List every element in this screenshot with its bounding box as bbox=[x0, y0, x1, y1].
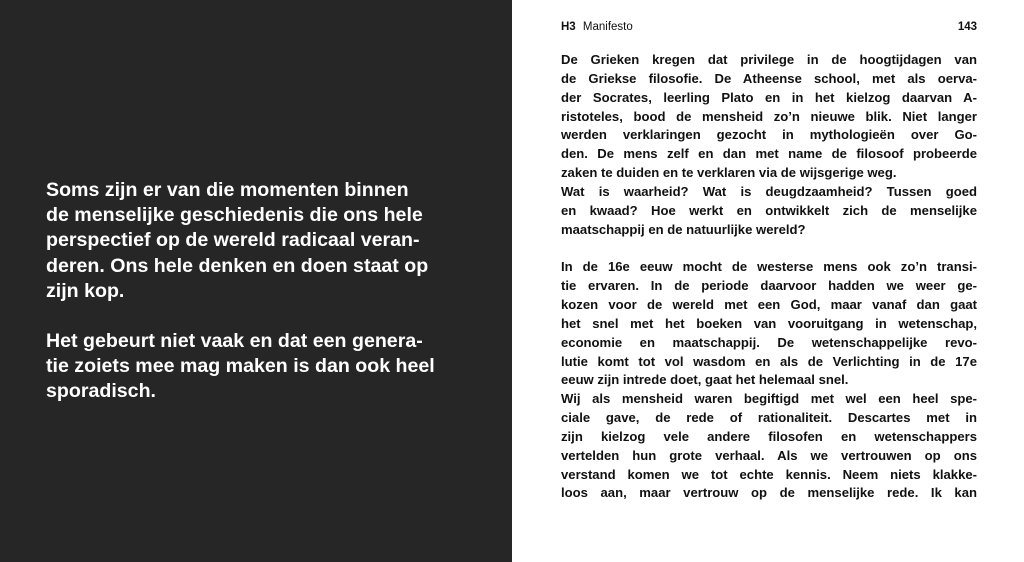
text-line: Het gebeurt niet vaak en dat een genera- bbox=[46, 330, 423, 353]
text-line: der Socrates, leerling Plato en in het kielzog daarvan A- bbox=[561, 89, 977, 105]
text-line: het snel met het boeken van vooruitgang in wetenschap, bbox=[561, 315, 977, 331]
text-line: maatschappij en de natuurlijke wereld? bbox=[561, 221, 806, 237]
text-line: zijn kielzog vele andere filosofen en wetenschappers bbox=[561, 428, 977, 444]
pull-quote bbox=[46, 178, 486, 405]
text-line: ristoteles, bood de mensheid zo’n nieuwe blik. Niet langer bbox=[561, 108, 977, 124]
body-paragraph-1 bbox=[561, 51, 977, 239]
right-page bbox=[512, 0, 1024, 562]
text-line: den. De mens zelf en dan met name de filosoof probeerde bbox=[561, 146, 977, 162]
text-line: zaken te duiden en te verklaren via de wijsgerige weg. bbox=[561, 165, 897, 181]
text-line: de Griekse filosofie. De Atheense school, met als oerva- bbox=[561, 70, 977, 86]
body-paragraph-3 bbox=[561, 390, 977, 503]
body-paragraph-2 bbox=[561, 258, 977, 390]
text-line: lutie komt tot vol wasdom en als de Verlichting in de 17e bbox=[561, 353, 977, 369]
text-line: vertelden hun grote verhaal. Als we vertrouwen op ons bbox=[561, 447, 977, 463]
text-line: tie ervaren. In de periode daarvoor hadden we weer ge- bbox=[561, 278, 977, 294]
body-text bbox=[561, 51, 977, 503]
text-line: Wij als mensheid waren begiftigd met wel een heel spe- bbox=[561, 391, 977, 407]
running-head bbox=[561, 21, 977, 37]
text-line: verstand komen we tot echte kennis. Neem niets klakke- bbox=[561, 466, 977, 482]
text-line: Soms zijn er van die momenten binnen bbox=[46, 179, 409, 201]
text-line: tie zoiets mee mag maken is dan ook heel bbox=[46, 355, 435, 378]
text-line: ciale gave, de rede of rationaliteit. Descartes met in bbox=[561, 410, 977, 426]
text-line: Wat is waarheid? Wat is deugdzaamheid? Tussen goed bbox=[561, 183, 977, 199]
text-line: perspectief op de wereld radicaal veran- bbox=[46, 229, 420, 252]
text-line: eeuw zijn intrede doet, gaat het helemaal snel. bbox=[561, 372, 849, 388]
text-line: en kwaad? Hoe werkt en ontwikkelt zich de menselijke bbox=[561, 202, 977, 218]
publication-title: Manifesto bbox=[582, 21, 633, 33]
publication-brand: H3 bbox=[561, 21, 576, 33]
pull-quote-paragraph-2 bbox=[46, 329, 486, 405]
text-line: sporadisch. bbox=[46, 380, 156, 403]
text-line: De Grieken kregen dat privilege in de hoogtijdagen van bbox=[561, 52, 977, 67]
text-line: de menselijke geschiedenis die ons hele bbox=[46, 204, 423, 227]
text-line: deren. Ons hele denken en doen staat op bbox=[46, 254, 429, 277]
text-line: kozen voor de wereld met een God, maar vanaf dan gaat bbox=[561, 296, 977, 312]
text-line: economie en maatschappij. De wetenschappelijke revo- bbox=[561, 334, 977, 350]
pull-quote-paragraph-1 bbox=[46, 178, 486, 304]
text-line: In de 16e eeuw mocht de westerse mens ook zo’n transi- bbox=[561, 259, 977, 275]
text-line: zijn kop. bbox=[46, 279, 125, 302]
paragraph-gap bbox=[561, 239, 977, 258]
text-line: werden verklaringen gezocht in mythologieën over Go- bbox=[561, 127, 977, 143]
text-line: loos aan, maar vertrouw op de menselijke rede. Ik kan bbox=[561, 485, 977, 501]
page-number: 143 bbox=[957, 21, 977, 33]
